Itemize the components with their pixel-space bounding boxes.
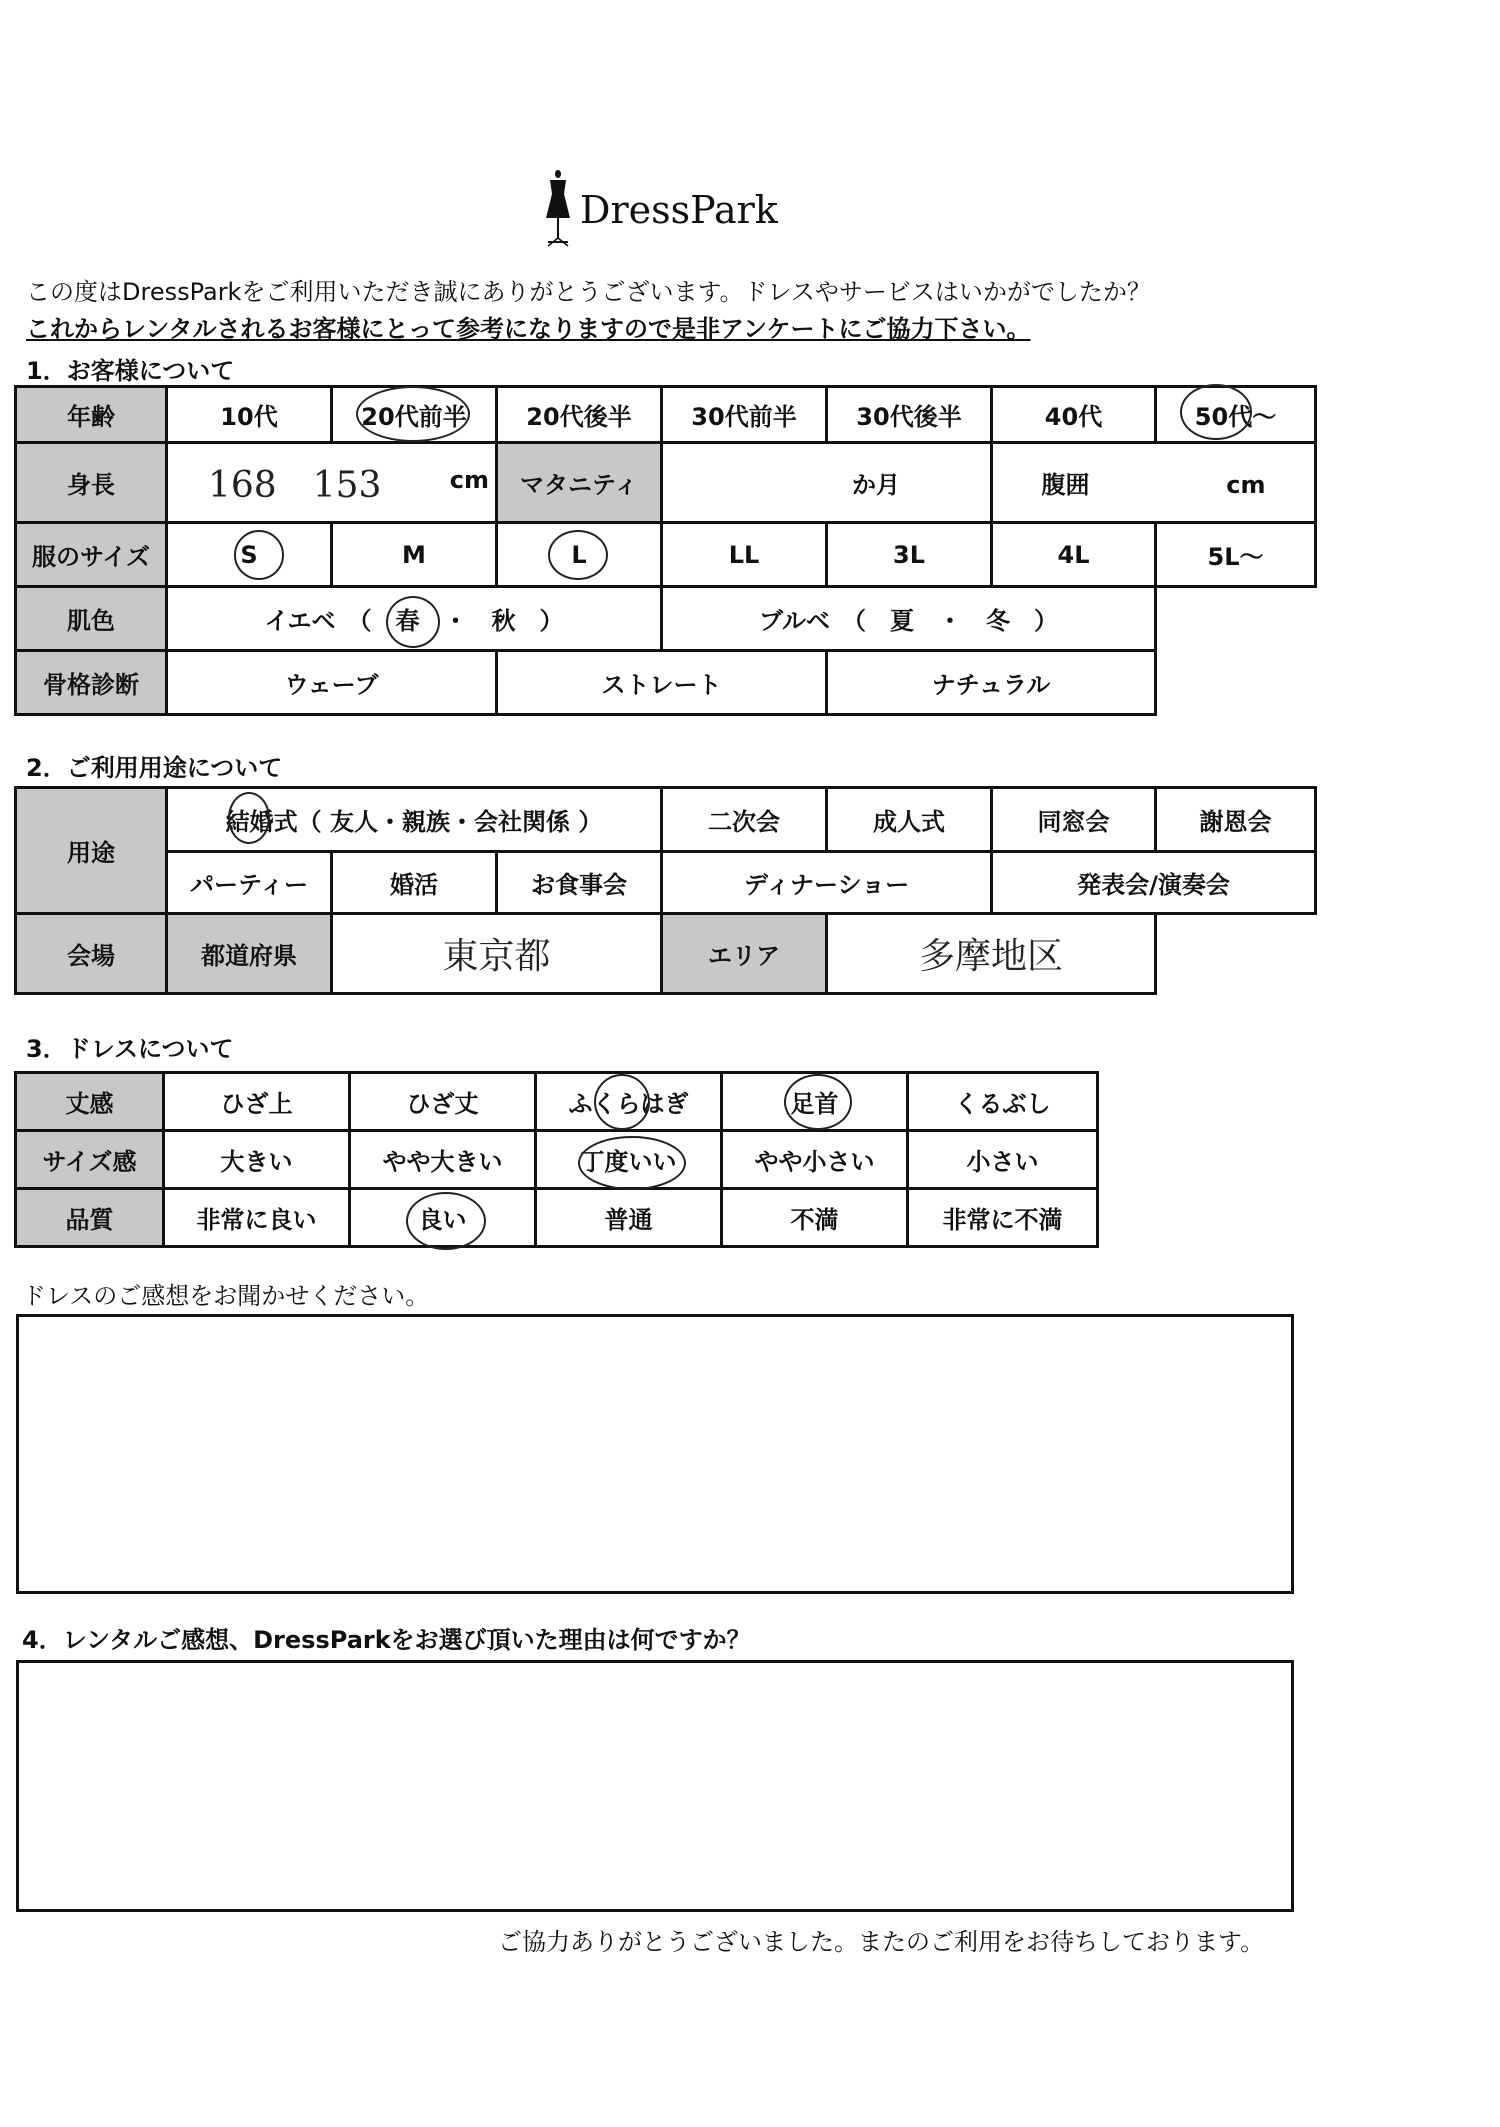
body-type-option[interactable]: ウェーブ (167, 651, 497, 715)
waist-field[interactable] (992, 443, 1316, 523)
fit-option[interactable]: 小さい (908, 1131, 1098, 1189)
venue-label: 会場 (16, 914, 167, 994)
area-handwritten: 多摩地区 (919, 936, 1064, 977)
length-option[interactable]: くるぶし (908, 1073, 1098, 1131)
skin-label: 肌色 (16, 587, 167, 651)
size-option[interactable]: 5L～ (1156, 523, 1316, 587)
size-option[interactable]: L (497, 523, 662, 587)
fit-option[interactable]: やや小さい (722, 1131, 908, 1189)
purpose-option[interactable]: 謝恩会 (1156, 788, 1316, 852)
section-2-title: 2．ご利用用途について (26, 754, 283, 782)
height-field[interactable] (167, 443, 497, 523)
body-type-option[interactable]: ストレート (497, 651, 827, 715)
quality-option[interactable]: 普通 (536, 1189, 722, 1247)
purpose-option[interactable]: 成人式 (827, 788, 992, 852)
skin-yellow-base[interactable]: イエベ （ 春 ・ 秋 ） (167, 587, 662, 651)
purpose-option[interactable]: 結婚式（ 友人・親族・会社関係 ） (167, 788, 662, 852)
prefecture-label: 都道府県 (167, 914, 332, 994)
purpose-option[interactable]: 二次会 (662, 788, 827, 852)
purpose-option[interactable]: 同窓会 (992, 788, 1156, 852)
fit-option[interactable]: 丁度いい (536, 1131, 722, 1189)
length-option[interactable]: ひざ上 (164, 1073, 350, 1131)
purpose-option[interactable]: お食事会 (497, 852, 662, 914)
height-handwritten: 168 153 (208, 465, 382, 506)
age-option[interactable]: 30代後半 (827, 387, 992, 443)
size-option[interactable]: 4L (992, 523, 1156, 587)
prefecture-field[interactable] (332, 914, 662, 994)
age-option[interactable]: 40代 (992, 387, 1156, 443)
quality-option[interactable]: 良い (350, 1189, 536, 1247)
fit-label: サイズ感 (16, 1131, 164, 1189)
footer-thanks: ご協力ありがとうございました。またのご利用をお待ちしております。 (498, 1928, 1265, 1956)
purpose-option[interactable]: 婚活 (332, 852, 497, 914)
purpose-table (14, 786, 1317, 995)
logo-text: DressPark (580, 188, 778, 232)
comment-prompt: ドレスのご感想をお聞かせください。 (22, 1282, 430, 1310)
rental-comment-box[interactable] (16, 1660, 1294, 1912)
intro-line-1: この度はDressParkをご利用いただき誠にありがとうございます。ドレスやサービスはいかがでしたか？ (26, 278, 1151, 306)
quality-option[interactable]: 不満 (722, 1189, 908, 1247)
size-option[interactable]: S (167, 523, 332, 587)
prefecture-handwritten: 東京都 (442, 936, 551, 977)
section-4-title: 4．レンタルご感想、DressParkをお選び頂いた理由は何ですか？ (22, 1626, 751, 1654)
intro-line-2: これからレンタルされるお客様にとって参考になりますので是非アンケートにご協力下さい。 (26, 315, 1031, 343)
waist-label: 腹囲 (1041, 471, 1090, 499)
length-label: 丈感 (16, 1073, 164, 1131)
dress-comment-box[interactable] (16, 1314, 1294, 1594)
age-label: 年齢 (16, 387, 167, 443)
length-option[interactable]: ひざ丈 (350, 1073, 536, 1131)
area-field[interactable] (827, 914, 1156, 994)
dress-form-icon (540, 168, 576, 248)
size-option[interactable]: 3L (827, 523, 992, 587)
quality-label: 品質 (16, 1189, 164, 1247)
purpose-option[interactable]: パーティー (167, 852, 332, 914)
maternity-months[interactable]: か月 (662, 443, 992, 523)
body-type-label: 骨格診断 (16, 651, 167, 715)
height-label: 身長 (16, 443, 167, 523)
size-option[interactable]: M (332, 523, 497, 587)
section-3-title: 3．ドレスについて (26, 1035, 234, 1063)
size-option[interactable]: LL (662, 523, 827, 587)
skin-blue-base[interactable]: ブルベ （ 夏 ・ 冬 ） (662, 587, 1156, 651)
quality-option[interactable]: 非常に良い (164, 1189, 350, 1247)
age-option[interactable]: 30代前半 (662, 387, 827, 443)
area-label: エリア (662, 914, 827, 994)
body-type-option[interactable]: ナチュラル (827, 651, 1156, 715)
age-option[interactable]: 20代前半 (332, 387, 497, 443)
purpose-option[interactable]: ディナーショー (662, 852, 992, 914)
length-option[interactable]: 足首 (722, 1073, 908, 1131)
quality-option[interactable]: 非常に不満 (908, 1189, 1098, 1247)
size-label: 服のサイズ (16, 523, 167, 587)
age-option[interactable]: 50代～ (1156, 387, 1316, 443)
dress-table (14, 1071, 1099, 1248)
fit-option[interactable]: 大きい (164, 1131, 350, 1189)
purpose-label: 用途 (16, 788, 167, 914)
length-option[interactable]: ふくらはぎ (536, 1073, 722, 1131)
height-unit: cm (449, 466, 489, 494)
customer-table (14, 385, 1317, 716)
dresspark-logo (540, 168, 780, 248)
fit-option[interactable]: やや大きい (350, 1131, 536, 1189)
maternity-label: マタニティ (497, 443, 662, 523)
age-option[interactable]: 20代後半 (497, 387, 662, 443)
purpose-option[interactable]: 発表会/演奏会 (992, 852, 1316, 914)
age-option[interactable]: 10代 (167, 387, 332, 443)
waist-unit: cm (1226, 471, 1266, 499)
section-1-title: 1．お客様について (26, 357, 235, 385)
